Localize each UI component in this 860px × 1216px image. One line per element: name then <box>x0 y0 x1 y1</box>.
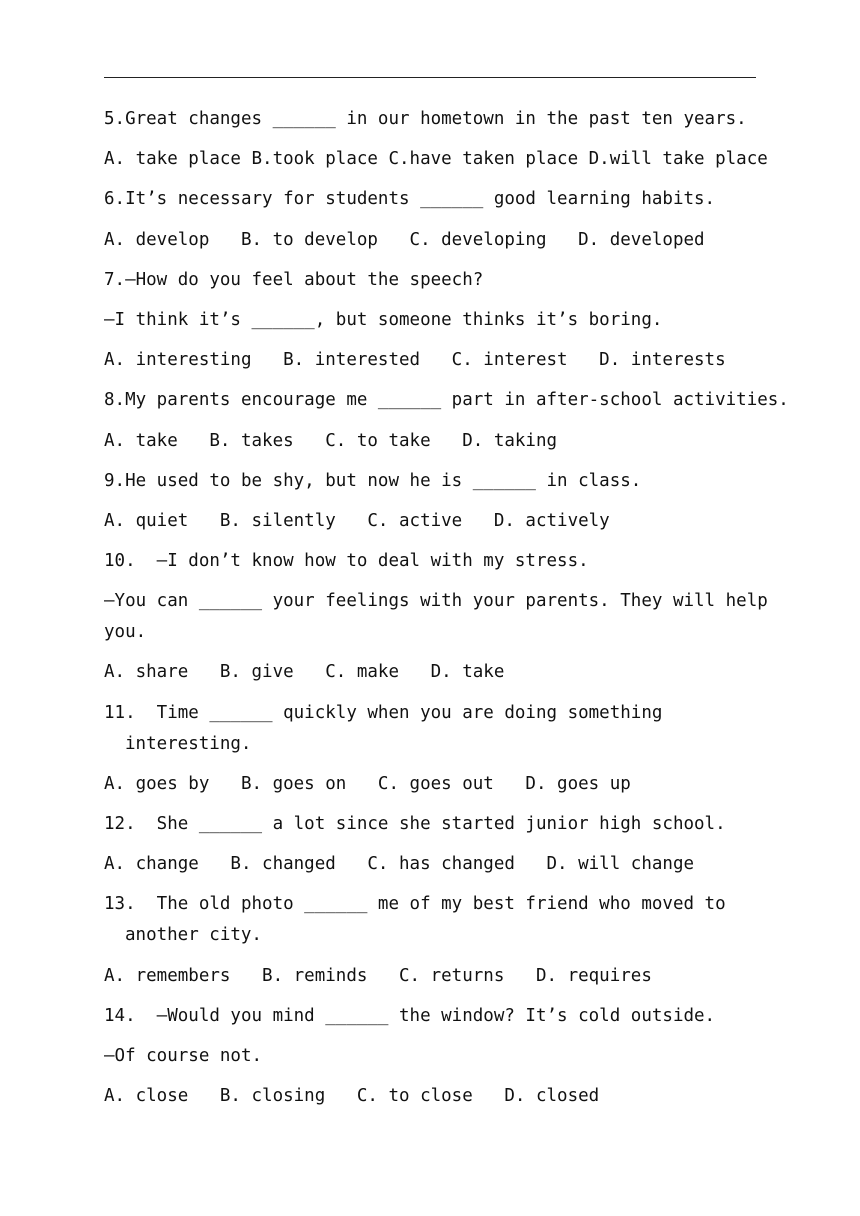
question-9-stem: 9.He used to be shy, but now he is ______ in class. <box>104 470 642 491</box>
question-14-stem: 14. —Would you mind ______ the window? It’s cold outside. <box>104 1005 716 1026</box>
header-rule <box>104 77 756 78</box>
question-14-reply: —Of course not. <box>104 1045 263 1066</box>
question-13-stem <box>104 889 764 951</box>
question-12-stem: 12. She ______ a lot since she started junior high school. <box>104 814 726 834</box>
question-11-stem-line-1: 11. Time ______ quickly when you are doing something <box>104 702 663 723</box>
question-5-options: A. take place B.took place C.have taken place D.will take place <box>104 149 768 170</box>
question-12-options: A. change B. changed C. has changed D. will change <box>104 854 695 875</box>
question-8-stem: 8.My parents encourage me ______ part in after-school activities. <box>104 390 789 411</box>
question-6-options: A. develop B. to develop C. developing D. developed <box>104 229 705 250</box>
question-10-reply-line-1: —You can ______ your feelings with your parents. They will help <box>104 591 768 612</box>
question-11-options: A. goes by B. goes on C. goes out D. goes up <box>104 773 631 794</box>
question-10-stem: 10. —I don’t know how to deal with my stress. <box>104 551 589 572</box>
question-13-options: A. remembers B. reminds C. returns D. requires <box>104 965 652 986</box>
question-11-stem-line-2: interesting. <box>125 733 252 754</box>
question-5-stem: 5.Great changes ______ in our hometown in the past ten years. <box>104 109 747 129</box>
question-9-options: A. quiet B. silently C. active D. actively <box>104 510 610 531</box>
question-13-stem-line-1: 13. The old photo ______ me of my best friend who moved to <box>104 894 726 915</box>
question-7-stem: 7.—How do you feel about the speech? <box>104 269 484 290</box>
question-10-options: A. share B. give C. make D. take <box>104 662 505 683</box>
question-11-stem <box>104 698 764 760</box>
question-7-options: A. interesting B. interested C. interest D. interests <box>104 350 726 371</box>
question-14-options: A. close B. closing C. to close D. closed <box>104 1086 600 1107</box>
question-10-reply <box>104 586 768 648</box>
question-6-stem: 6.It’s necessary for students ______ good learning habits. <box>104 189 716 210</box>
question-list <box>104 104 789 1121</box>
question-13-stem-line-2: another city. <box>125 925 262 946</box>
question-8-options: A. take B. takes C. to take D. taking <box>104 430 558 451</box>
question-10-reply-line-2: you. <box>104 622 147 643</box>
question-7-reply: —I think it’s ______, but someone thinks it’s boring. <box>104 309 663 330</box>
